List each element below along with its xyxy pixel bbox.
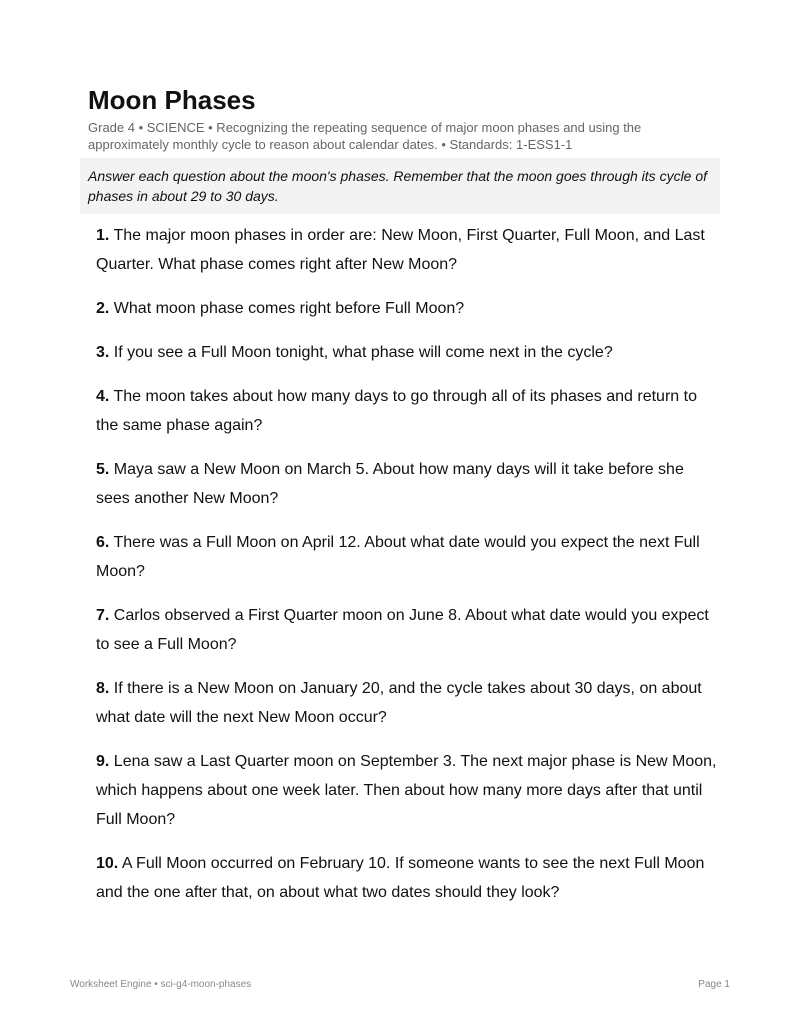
question-text: Carlos observed a First Quarter moon on June 8. About what date would you expect to see a Full Moon? — [96, 607, 709, 653]
question-item — [96, 601, 720, 659]
question-text: If you see a Full Moon tonight, what phase will come next in the cycle? — [113, 344, 613, 361]
question-item — [96, 528, 720, 586]
question-text: A Full Moon occurred on February 10. If someone wants to see the next Full Moon and the one after that, on about what two dates should they look? — [96, 855, 705, 901]
question-number: 5. — [96, 461, 110, 478]
question-text: The moon takes about how many days to go through all of its phases and return to the same phase again? — [96, 388, 697, 434]
question-number: 9. — [96, 753, 110, 770]
instructions-box: Answer each question about the moon's phases. Remember that the moon goes through its cycle of phases in about 29 to 30 days. — [80, 158, 720, 214]
question-item — [96, 382, 720, 440]
question-text: There was a Full Moon on April 12. About what date would you expect the next Full Moon? — [96, 534, 700, 580]
question-item — [96, 221, 720, 279]
question-text: The major moon phases in order are: New Moon, First Quarter, Full Moon, and Last Quarter. What phase comes right after New Moon? — [96, 227, 705, 273]
worksheet-subtitle: Grade 4 • SCIENCE • Recognizing the repeating sequence of major moon phases and using the approximately monthly cycle to reason about calendar dates. • Standards: 1-ESS1-1 — [88, 120, 642, 152]
question-number: 8. — [96, 680, 110, 697]
question-number: 4. — [96, 388, 110, 405]
question-list — [96, 221, 720, 922]
question-item — [96, 747, 720, 834]
footer-source: Worksheet Engine • sci-g4-moon-phases — [70, 979, 252, 990]
question-text: If there is a New Moon on January 20, and the cycle takes about 30 days, on about what date will the next New Moon occur? — [96, 680, 702, 726]
question-item — [96, 674, 720, 732]
page-title: Moon Phases — [88, 85, 256, 115]
question-item — [96, 849, 720, 907]
question-item — [96, 455, 720, 513]
question-number: 1. — [96, 227, 110, 244]
question-text: Maya saw a New Moon on March 5. About how many days will it take before she sees another New Moon? — [96, 461, 684, 507]
question-number: 3. — [96, 344, 110, 361]
question-item — [96, 294, 720, 323]
question-number: 10. — [96, 855, 119, 872]
footer-page-number: Page 1 — [698, 979, 730, 990]
question-number: 2. — [96, 300, 110, 317]
question-item — [96, 338, 720, 367]
question-number: 7. — [96, 607, 110, 624]
question-text: Lena saw a Last Quarter moon on September 3. The next major phase is New Moon, which happens about one week later. Then about how many more days after that until Full Moon? — [96, 753, 717, 828]
question-text: What moon phase comes right before Full Moon? — [113, 300, 465, 317]
question-number: 6. — [96, 534, 110, 551]
